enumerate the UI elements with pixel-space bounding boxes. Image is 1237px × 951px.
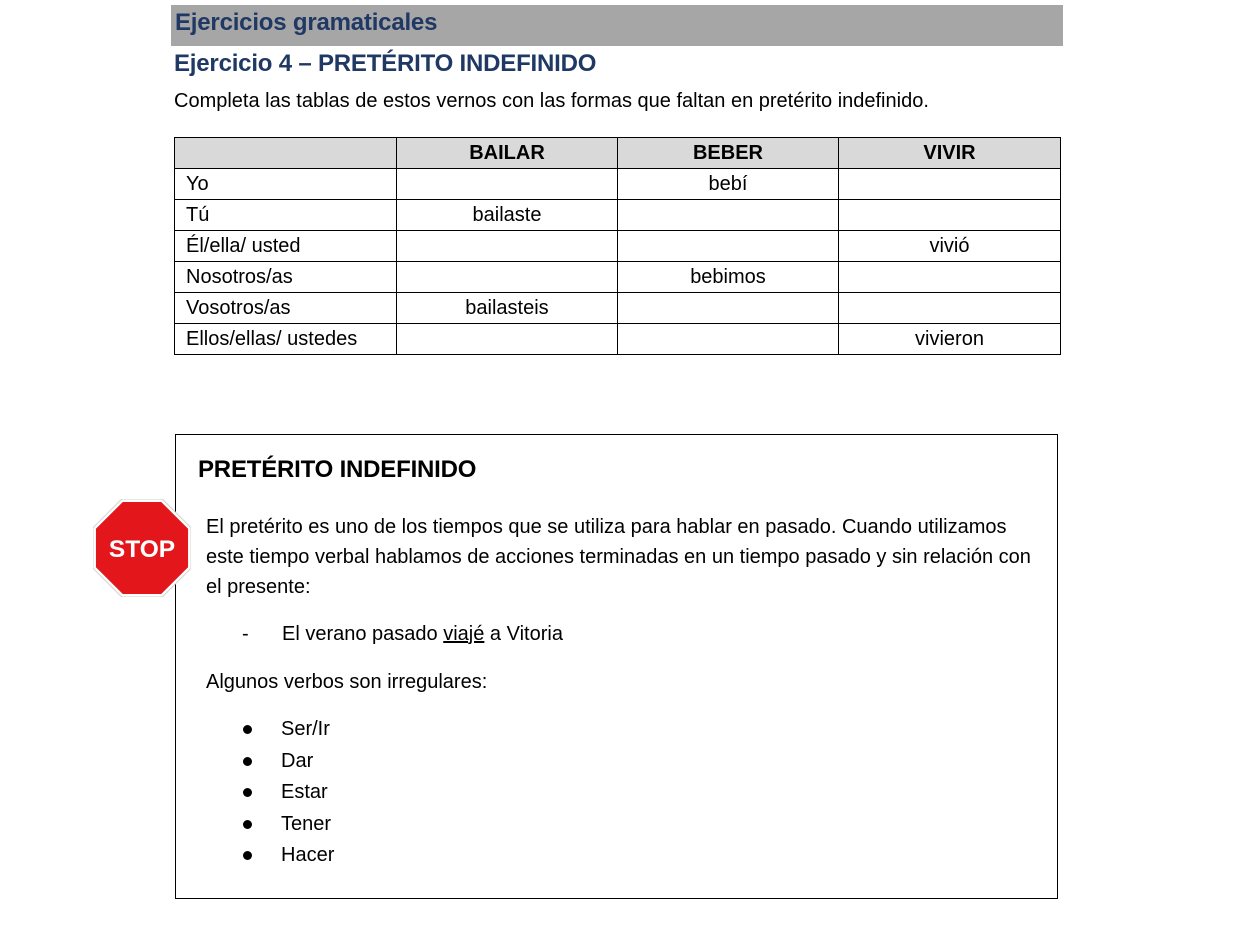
answer-cell-beber[interactable]	[618, 231, 839, 262]
answer-cell-beber[interactable]	[618, 200, 839, 231]
table-header-row	[175, 138, 1061, 169]
pronoun-cell: Vosotros/as	[175, 293, 397, 324]
pronoun-cell: Tú	[175, 200, 397, 231]
pronoun-cell: Yo	[175, 169, 397, 200]
example-text-after: a Vitoria	[484, 623, 563, 645]
answer-cell-vivir[interactable]	[839, 293, 1061, 324]
table-row	[175, 231, 1061, 262]
header-bailar: BAILAR	[397, 138, 618, 169]
bullet-icon	[243, 820, 252, 829]
answer-cell-vivir[interactable]: vivió	[839, 231, 1061, 262]
pronoun-cell: Ellos/ellas/ ustedes	[175, 324, 397, 355]
answer-cell-bailar[interactable]: bailaste	[397, 200, 618, 231]
stop-sign-label: STOP	[108, 535, 176, 563]
example-text-before: El verano pasado	[282, 623, 444, 645]
section-title: Ejercicios gramaticales	[175, 9, 438, 36]
answer-cell-vivir[interactable]	[839, 169, 1061, 200]
header-vivir: VIVIR	[839, 138, 1061, 169]
explanation-paragraph: El pretérito es uno de los tiempos que se utiliza para hablar en pasado. Cuando utilizamos este tiempo verbal hablamos de acciones terminadas en un tiempo pasado y sin relación con el presente:	[206, 516, 1031, 598]
info-box-title: PRETÉRITO INDEFINIDO	[198, 456, 477, 483]
bullet-icon	[243, 725, 252, 734]
stop-sign-icon	[93, 499, 191, 597]
answer-cell-beber[interactable]: bebimos	[618, 262, 839, 293]
irregular-verbs-label: Algunos verbos son irregulares:	[206, 671, 488, 693]
conjugation-table	[174, 137, 1061, 355]
bullet-icon	[243, 851, 252, 860]
list-item	[240, 777, 334, 809]
irregular-verb: Hacer	[281, 844, 335, 866]
answer-cell-beber[interactable]: bebí	[618, 169, 839, 200]
irregular-verb: Tener	[281, 812, 332, 835]
table-row	[175, 324, 1061, 355]
example-underlined-verb: viajé	[443, 623, 485, 645]
bullet-icon	[243, 757, 252, 766]
list-item	[240, 809, 334, 841]
answer-cell-vivir[interactable]: vivieron	[839, 324, 1061, 355]
header-pronoun	[175, 138, 397, 169]
answer-cell-beber[interactable]	[618, 324, 839, 355]
example-dash: -	[242, 623, 249, 645]
answer-cell-vivir[interactable]	[839, 262, 1061, 293]
section-header-bar	[171, 5, 1063, 46]
answer-cell-bailar[interactable]	[397, 324, 618, 355]
irregular-verb: Estar	[281, 781, 328, 803]
list-item	[240, 840, 334, 872]
exercise-instruction: Completa las tablas de estos vernos con las formas que faltan en pretérito indefinido.	[174, 90, 929, 112]
irregular-verb: Dar	[281, 749, 314, 772]
header-beber: BEBER	[618, 138, 839, 169]
pronoun-cell: Nosotros/as	[175, 262, 397, 293]
table-row	[175, 200, 1061, 231]
irregular-verbs-list	[240, 714, 334, 872]
bullet-icon	[243, 788, 252, 797]
example-sentence	[242, 620, 563, 648]
answer-cell-beber[interactable]	[618, 293, 839, 324]
list-item	[240, 746, 334, 778]
answer-cell-bailar[interactable]: bailasteis	[397, 293, 618, 324]
answer-cell-bailar[interactable]	[397, 169, 618, 200]
list-item	[240, 714, 334, 746]
exercise-title: Ejercicio 4 – PRETÉRITO INDEFINIDO	[174, 50, 597, 77]
table-row	[175, 262, 1061, 293]
irregular-verb: Ser/Ir	[281, 718, 330, 740]
answer-cell-bailar[interactable]	[397, 262, 618, 293]
table-row	[175, 169, 1061, 200]
pronoun-cell: Él/ella/ usted	[175, 231, 397, 262]
answer-cell-bailar[interactable]	[397, 231, 618, 262]
table-row	[175, 293, 1061, 324]
answer-cell-vivir[interactable]	[839, 200, 1061, 231]
